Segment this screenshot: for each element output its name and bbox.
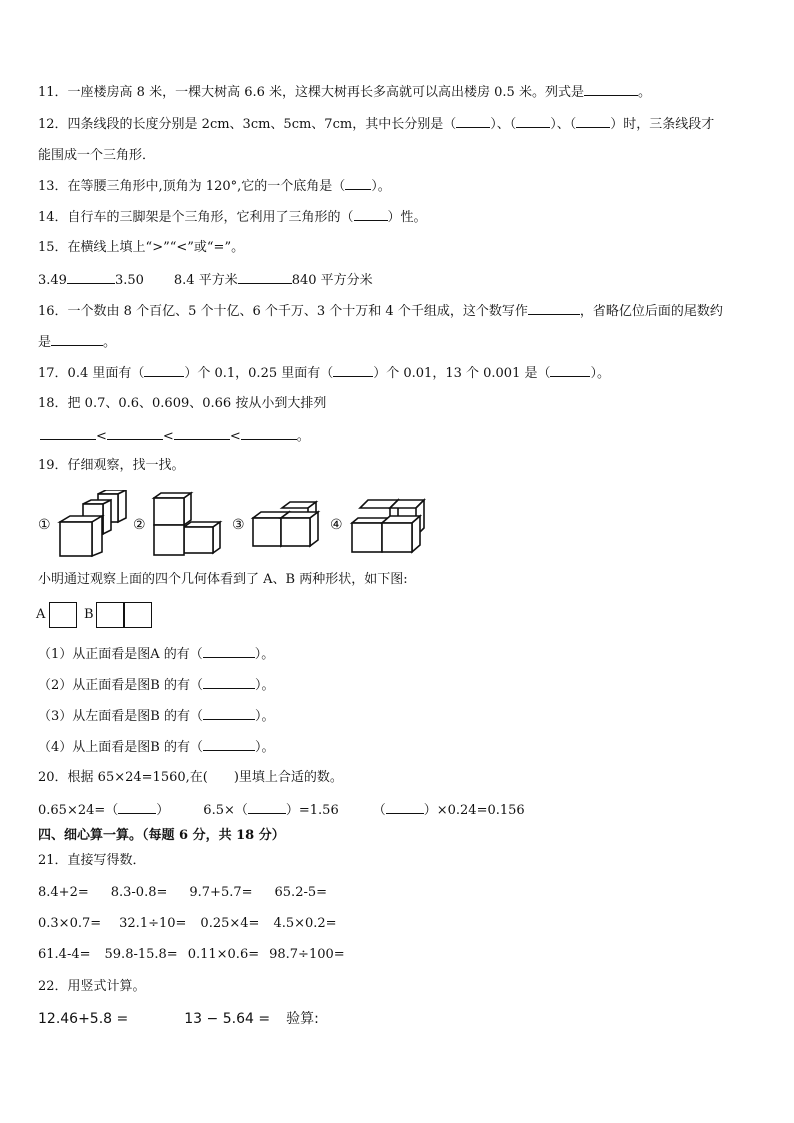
question-11: 11．一座楼房高 8 米，一棵大树高 6.6 米，这棵大树再长多高就可以高出楼房 0.5 米。列式是 。 — [38, 82, 651, 103]
question-22: 22．用竖式计算。 — [38, 979, 146, 994]
answer-blank[interactable] — [107, 426, 163, 440]
question-14: 14．自行车的三脚架是个三角形，它利用了三角形的（ ）性。 — [38, 207, 427, 228]
question-21: 21．直接写得数． — [38, 853, 146, 868]
answer-blank[interactable] — [238, 270, 292, 284]
answer-blank[interactable] — [118, 800, 156, 814]
figure-1 — [38, 490, 126, 556]
answer-blank[interactable] — [203, 675, 255, 689]
q21-row-1: 8.4+2= 8.3-0.8= 9.7+5.7= 65.2-5= — [38, 885, 328, 900]
question-19-sub-3: （3）从左面看是图B 的有（ ）。 — [38, 706, 274, 727]
answer-blank[interactable] — [550, 363, 590, 377]
answer-blank[interactable] — [354, 207, 388, 221]
question-20-items: 0.65×24=（ ） 6.5×（ ）=1.56 （ ）×0.24=0.156 — [38, 800, 525, 821]
answer-blank[interactable] — [456, 114, 490, 128]
question-18: 18．把 0.7、0.6、0.609、0.66 按从小到大排列 — [38, 396, 327, 411]
question-16: 16．一个数由 8 个百亿、5 个十亿、6 个千万、3 个十万和 4 个千组成，这个数写作 ，省略亿位后面的尾数约 — [38, 301, 723, 322]
answer-blank[interactable] — [203, 706, 255, 720]
question-15-items: 3.49 3.50 8.4 平方米 840 平方分米 — [38, 270, 373, 291]
answer-blank[interactable] — [584, 82, 638, 96]
question-17: 17．0.4 里面有（ ）个 0.1，0.25 里面有（ ）个 0.01，13 个 0.001 是（ ）。 — [38, 363, 610, 384]
question-22-items: 12.46+5.8 = 13 − 5.64 = 验算: — [38, 1011, 319, 1027]
question-13: 13．在等腰三角形中,顶角为 120°,它的一个底角是（ ）。 — [38, 176, 391, 197]
figure-1-label: ① — [38, 517, 51, 533]
shape-b-label: B — [84, 607, 94, 622]
answer-blank[interactable] — [386, 800, 424, 814]
answer-blank[interactable] — [51, 332, 103, 346]
figure-4 — [330, 500, 424, 552]
answer-blank[interactable] — [528, 301, 580, 315]
answer-blank[interactable] — [174, 426, 230, 440]
answer-blank[interactable] — [576, 114, 610, 128]
question-19-sub-2: （2）从正面看是图B 的有（ ）。 — [38, 675, 274, 696]
q21-row-2: 0.3×0.7= 32.1÷10= 0.25×4= 4.5×0.2= — [38, 916, 337, 931]
section-4-heading: 四、细心算一算。（每题 6 分，共 18 分） — [38, 828, 285, 843]
shape-b-square-2 — [124, 602, 152, 628]
answer-blank[interactable] — [144, 363, 184, 377]
answer-blank[interactable] — [203, 737, 255, 751]
shape-a-label: A — [36, 607, 46, 622]
answer-blank[interactable] — [203, 644, 255, 658]
answer-blank[interactable] — [248, 800, 286, 814]
question-19-sub-4: （4）从上面看是图B 的有（ ）。 — [38, 737, 274, 758]
question-18-answer: < < < 。 — [40, 426, 310, 447]
q21-row-3: 61.4-4= 59.8-15.8= 0.11×0.6= 98.7÷100= — [38, 947, 345, 962]
question-19: 19．仔细观察，找一找。 — [38, 458, 185, 473]
shapes-a-b — [36, 602, 166, 632]
figure-2 — [133, 493, 220, 555]
cube-figures — [36, 490, 436, 560]
shape-a-square — [49, 602, 77, 628]
answer-blank[interactable] — [333, 363, 373, 377]
figure-4-label: ④ — [330, 517, 343, 533]
figure-3 — [232, 502, 318, 546]
question-12-cont: 能围成一个三角形． — [38, 148, 156, 163]
answer-blank[interactable] — [345, 176, 371, 190]
figure-2-label: ② — [133, 517, 146, 533]
question-19-desc: 小明通过观察上面的四个几何体看到了 A、B 两种形状，如下图: — [38, 572, 408, 587]
question-15: 15．在横线上填上“>”“<”或“=”。 — [38, 240, 245, 255]
answer-blank[interactable] — [67, 270, 115, 284]
figure-3-label: ③ — [232, 517, 245, 533]
question-16-cont: 是 。 — [38, 332, 116, 353]
question-20: 20．根据 65×24=1560,在( )里填上合适的数。 — [38, 770, 343, 785]
question-19-sub-1: （1）从正面看是图A 的有（ ）。 — [38, 644, 274, 665]
answer-blank[interactable] — [40, 426, 96, 440]
shape-b-square-1 — [96, 602, 124, 628]
answer-blank[interactable] — [241, 426, 297, 440]
question-12: 12．四条线段的长度分别是 2cm、3cm、5cm、7cm，其中长分别是（ ）、（ ）、（ ）时，三条线段才 — [38, 114, 714, 135]
answer-blank[interactable] — [516, 114, 550, 128]
